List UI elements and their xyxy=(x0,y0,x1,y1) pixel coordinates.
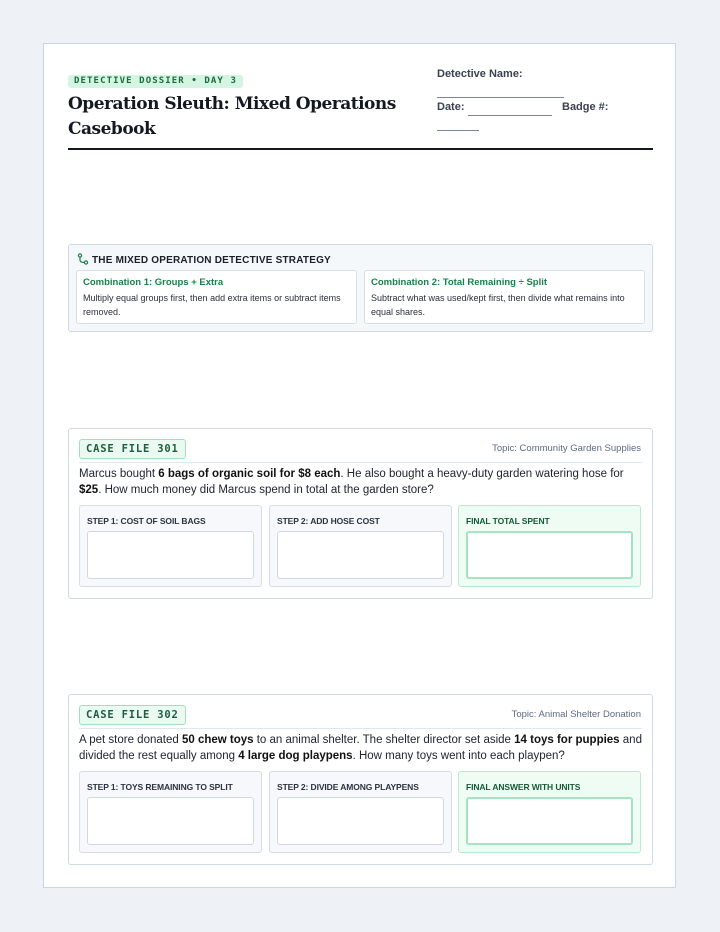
date-label: Date: xyxy=(437,101,465,113)
page-title: Operation Sleuth: Mixed Operations Casebook xyxy=(68,94,396,139)
step-1-card xyxy=(79,505,262,587)
step-2-card xyxy=(269,771,452,853)
case-topic: Topic: Animal Shelter Donation xyxy=(511,709,641,720)
case-topic: Topic: Community Garden Supplies xyxy=(492,443,641,454)
question-text: . How much money did Marcus spend in total at the garden store? xyxy=(98,483,434,496)
badge-number-label: Badge #: xyxy=(562,101,609,113)
combination-card-2 xyxy=(364,270,645,324)
final-answer-card xyxy=(458,505,641,587)
question-text: to an animal shelter. The shelter director set aside xyxy=(253,734,515,746)
combination-title: Combination 2: Total Remaining ÷ Split xyxy=(371,277,548,288)
step-2-card xyxy=(269,505,452,587)
question-highlight: 50 chew toys xyxy=(181,734,254,746)
step-label: STEP 2: DIVIDE AMONG PLAYPENS xyxy=(277,782,419,792)
case-divider xyxy=(79,728,642,729)
question-text: . How many toys went into each playpen? xyxy=(352,749,565,762)
final-answer-card xyxy=(458,771,641,853)
combination-title: Combination 1: Groups + Extra xyxy=(83,277,224,288)
step-label: STEP 1: TOYS REMAINING TO SPLIT xyxy=(87,782,233,792)
branch-icon xyxy=(77,253,89,265)
step-label: STEP 1: COST OF SOIL BAGS xyxy=(87,516,206,526)
question-highlight: 6 bags of organic soil for $8 each xyxy=(158,468,341,480)
step-label: FINAL TOTAL SPENT xyxy=(466,516,550,526)
final-answer-box[interactable] xyxy=(466,797,633,845)
step-1-card xyxy=(79,771,262,853)
step-answer-box[interactable] xyxy=(277,531,444,579)
date-field[interactable] xyxy=(468,115,552,116)
dossier-badge: DETECTIVE DOSSIER • DAY 3 xyxy=(68,75,243,88)
combination-text: Multiply equal groups first, then add extra items or subtract items removed. xyxy=(83,293,341,317)
strategy-panel xyxy=(68,244,653,332)
question-text: Marcus bought xyxy=(79,468,159,480)
strategy-heading-text: THE MIXED OPERATION DETECTIVE STRATEGY xyxy=(92,255,331,266)
question-text: A pet store donated xyxy=(79,734,182,746)
case-file-label: CASE FILE 302 xyxy=(79,705,186,725)
question-highlight: $25 xyxy=(79,483,99,496)
header-divider xyxy=(68,148,653,150)
step-answer-box[interactable] xyxy=(277,797,444,845)
step-answer-box[interactable] xyxy=(87,531,254,579)
badge-number-field[interactable] xyxy=(437,130,479,131)
question-text: and divided the rest equally among xyxy=(79,734,642,762)
question-highlight: 14 toys for puppies xyxy=(514,734,620,746)
combination-text: Subtract what was used/kept first, then divide what remains into equal shares. xyxy=(371,293,625,317)
case-question xyxy=(79,733,644,764)
step-answer-box[interactable] xyxy=(87,797,254,845)
case-question xyxy=(79,467,644,498)
question-highlight: 4 large dog playpens xyxy=(238,749,353,762)
step-label: FINAL ANSWER WITH UNITS xyxy=(466,782,581,792)
case-file-302 xyxy=(68,694,653,865)
combination-card-1 xyxy=(76,270,357,324)
final-answer-box[interactable] xyxy=(466,531,633,579)
detective-name-field[interactable] xyxy=(437,97,564,98)
case-file-label: CASE FILE 301 xyxy=(79,439,186,459)
detective-name-label: Detective Name: xyxy=(437,68,523,80)
case-divider xyxy=(79,462,642,463)
step-label: STEP 2: ADD HOSE COST xyxy=(277,516,380,526)
case-file-301 xyxy=(68,428,653,599)
worksheet-page xyxy=(43,43,676,888)
question-text: . He also bought a heavy-duty garden watering hose for xyxy=(340,468,624,480)
strategy-heading xyxy=(77,253,331,266)
